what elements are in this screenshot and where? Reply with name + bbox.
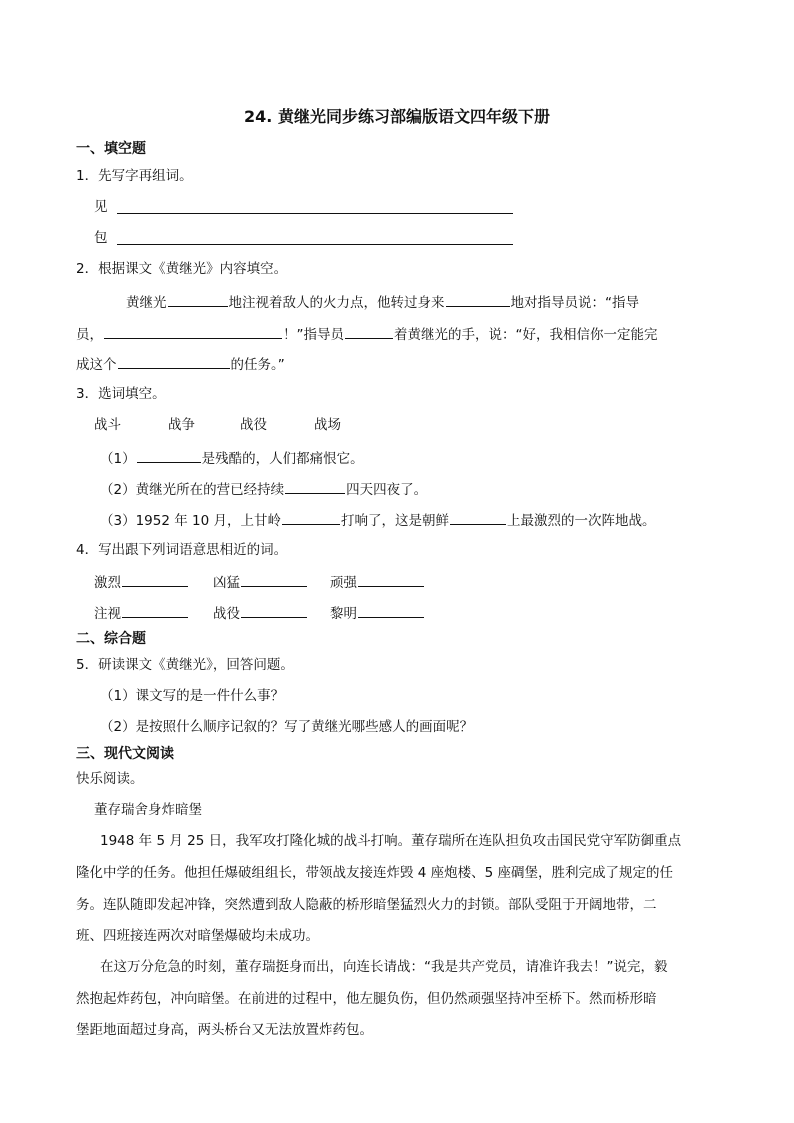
text-fragment: 上最激烈的一次阵地战。 — [507, 513, 656, 529]
text-fragment: 成这个 — [76, 357, 117, 373]
word-label: 战役 — [213, 606, 240, 622]
text-fragment: （3）1952 年 10 月，上甘岭 — [100, 513, 281, 529]
text-fragment: ！”指导员 — [283, 327, 344, 343]
word-option: 战争 — [168, 417, 195, 433]
question-4-prompt: 4．写出跟下列词语意思相近的词。 — [76, 542, 288, 558]
question-4-row-2 — [94, 603, 425, 623]
question-1-prompt: 1．先写字再组词。 — [76, 168, 193, 184]
word-label: 黎明 — [330, 606, 357, 622]
question-3-item-2 — [100, 479, 427, 499]
question-3-item-1 — [100, 448, 364, 468]
question-5-sub-2: （2）是按照什么顺序记叙的？写了黄继光哪些感人的画面呢？ — [100, 719, 474, 735]
question-3-item-3 — [100, 510, 656, 530]
section-heading-comprehensive: 二、综合题 — [76, 631, 146, 647]
reading-passage-title: 董存瑞舍身炸暗堡 — [94, 802, 202, 818]
passage-line: 然抱起炸药包，冲向暗堡。在前进的过程中，他左腿负伤，但仍然顽强坚持冲至桥下。然而桥形暗 — [76, 991, 657, 1007]
question-2-line-3 — [76, 354, 285, 374]
passage-line: 在这万分危急的时刻，董存瑞挺身而出，向连长请战：“我是共产党员，请准许我去！”说完，毅 — [100, 959, 668, 975]
fill-blank[interactable] — [241, 572, 307, 587]
fill-blank[interactable] — [358, 572, 424, 587]
reading-intro: 快乐阅读。 — [76, 771, 144, 787]
text-fragment: （2）黄继光所在的营已经持续 — [100, 482, 285, 498]
fill-blank[interactable] — [241, 603, 307, 618]
fill-blank[interactable] — [345, 324, 393, 339]
text-fragment: 是残酷的，人们都痛恨它。 — [201, 451, 364, 467]
section-heading-fill-in: 一、填空题 — [76, 141, 146, 157]
question-1-answer-line-2[interactable] — [117, 244, 513, 245]
text-fragment: （1） — [100, 451, 136, 467]
word-label: 凶猛 — [213, 575, 240, 591]
word-label: 注视 — [94, 606, 121, 622]
text-fragment: 地对指导员说：“指导 — [510, 295, 639, 311]
question-2-line-1 — [126, 292, 639, 312]
question-1-char-1: 见 — [94, 199, 108, 215]
page-title: 24. 黄继光同步练习部编版语文四年级下册 — [244, 107, 550, 126]
question-2-prompt: 2．根据课文《黄继光》内容填空。 — [76, 261, 288, 277]
question-2-line-2 — [76, 324, 658, 344]
text-fragment: 着黄继光的手，说：“好，我相信你一定能完 — [394, 327, 658, 343]
question-1-char-2: 包 — [94, 230, 108, 246]
fill-blank[interactable] — [137, 448, 201, 463]
text-fragment: 的任务。” — [230, 357, 285, 373]
passage-line: 1948 年 5 月 25 日，我军攻打隆化城的战斗打响。董存瑞所在连队担负攻击国民党守军防御重点 — [100, 833, 682, 849]
fill-blank[interactable] — [446, 292, 510, 307]
fill-blank[interactable] — [122, 603, 188, 618]
question-5-sub-1: （1）课文写的是一件什么事？ — [100, 688, 285, 704]
word-option: 战役 — [240, 417, 267, 433]
word-option: 战场 — [314, 417, 341, 433]
fill-blank[interactable] — [122, 572, 188, 587]
text-fragment: 员， — [76, 327, 103, 343]
question-3-word-bank — [94, 416, 341, 434]
fill-blank[interactable] — [285, 479, 345, 494]
fill-blank[interactable] — [282, 510, 340, 525]
text-fragment: 黄继光 — [126, 295, 167, 311]
question-4-row-1 — [94, 572, 425, 592]
word-label: 顽强 — [330, 575, 357, 591]
word-label: 激烈 — [94, 575, 121, 591]
text-fragment: 打响了，这是朝鲜 — [341, 513, 449, 529]
question-5-prompt: 5．研读课文《黄继光》，回答问题。 — [76, 657, 294, 673]
passage-line: 隆化中学的任务。他担任爆破组组长，带领战友接连炸毁 4 座炮楼、5 座碉堡，胜利完成了规定的任 — [76, 865, 674, 881]
fill-blank[interactable] — [450, 510, 506, 525]
text-fragment: 四天四夜了。 — [346, 482, 428, 498]
passage-line: 班、四班接连两次对暗堡爆破均未成功。 — [76, 928, 319, 944]
text-fragment: 地注视着敌人的火力点，他转过身来 — [228, 295, 445, 311]
word-option: 战斗 — [94, 417, 121, 433]
passage-line: 堡距地面超过身高，两头桥台又无法放置炸药包。 — [76, 1022, 373, 1038]
fill-blank[interactable] — [118, 354, 230, 369]
fill-blank[interactable] — [358, 603, 424, 618]
question-3-prompt: 3．选词填空。 — [76, 386, 166, 402]
fill-blank[interactable] — [168, 292, 228, 307]
section-heading-reading: 三、现代文阅读 — [76, 746, 174, 762]
question-1-answer-line-1[interactable] — [117, 213, 513, 214]
passage-line: 务。连队随即发起冲锋，突然遭到敌人隐蔽的桥形暗堡猛烈火力的封锁。部队受阻于开阔地带，二 — [76, 897, 657, 913]
fill-blank[interactable] — [104, 324, 282, 339]
